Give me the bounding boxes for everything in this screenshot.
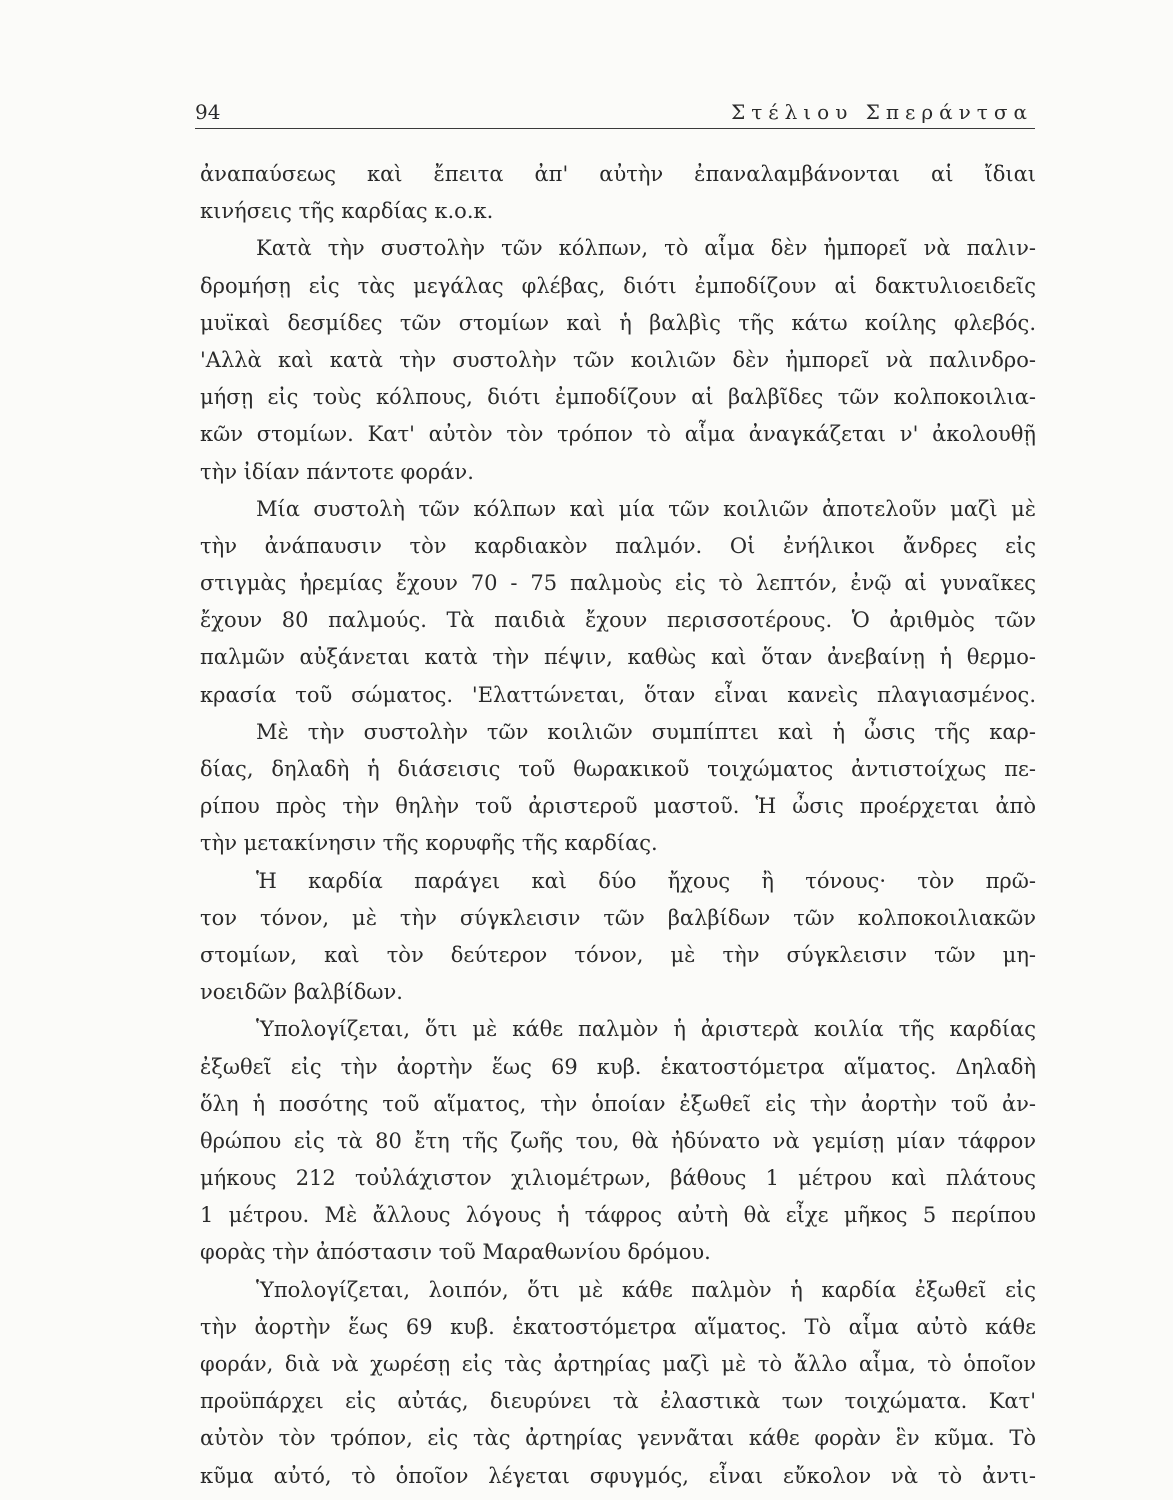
text-line: μήκους 212 τοὐλάχιστον χιλιομέτρων, βάθους 1 μέτρου καὶ πλάτους [200,1166,1036,1191]
text-line: κρασία τοῦ σώματος. 'Ελαττώνεται, ὅταν εἶναι κανεὶς πλαγιασμένος. [200,682,1036,707]
text-line: προϋπάρχει εἰς αὐτάς, διευρύνει τὰ ἐλαστικὰ των τοιχώματα. Κατ' [200,1389,1036,1414]
text-line: νοειδῶν βαλβίδων. [200,980,403,1005]
text-line: θρώπου εἰς τὰ 80 ἔτη τῆς ζωῆς του, θὰ ἠδύνατο νὰ γεμίσῃ μίαν τάφρον [200,1128,1036,1153]
text-line: τὴν ἀνάπαυσιν τὸν καρδιακὸν παλμόν. Οἱ ἐνήλικοι ἄνδρες εἰς [200,533,1036,558]
text-line: ὅλη ἡ ποσότης τοῦ αἵματος, τὴν ὁποίαν ἐξωθεῖ εἰς τὴν ἀορτὴν τοῦ ἀν- [200,1091,1036,1116]
text-line: 'Αλλὰ καὶ κατὰ τὴν συστολὴν τῶν κοιλιῶν δὲν ἠμπορεῖ νὰ παλινδρο- [200,347,1036,372]
text-line: δίας, δηλαδὴ ἡ διάσεισις τοῦ θωρακικοῦ τοιχώματος ἀντιστοίχως πε- [200,757,1036,781]
text-line: μήσῃ εἰς τοὺς κόλπους, διότι ἐμποδίζουν αἱ βαλβῖδες τῶν κολποκοιλια- [200,385,1036,410]
text-line: ἔχουν 80 παλμούς. Τὰ παιδιὰ ἔχουν περισσοτέρους. Ὁ ἀριθμὸς τῶν [200,608,1036,633]
text-line: Κατὰ τὴν συστολὴν τῶν κόλπων, τὸ αἷμα δὲν ἠμπορεῖ νὰ παλιν- [256,236,1036,261]
text-line: φοράν, διὰ νὰ χωρέσῃ εἰς τὰς ἀρτηρίας μαζὶ μὲ τὸ ἄλλο αἷμα, τὸ ὁποῖον [200,1352,1036,1376]
text-line: κινήσεις τῆς καρδίας κ.ο.κ. [200,199,494,224]
text-line: στομίων, καὶ τὸν δεύτερον τόνον, μὲ τὴν σύγκλεισιν τῶν μη- [200,942,1036,967]
text-line: Μὲ τὴν συστολὴν τῶν κοιλιῶν συμπίπτει καὶ ἡ ὦσις τῆς καρ- [256,719,1036,744]
body-text [200,156,1036,1495]
text-line: τὴν ἰδίαν πάντοτε φοράν. [200,459,474,484]
header-rule [195,128,1035,129]
text-line: 1 μέτρου. Μὲ ἄλλους λόγους ἡ τάφρος αὐτὴ θὰ εἶχε μῆκος 5 περίπου [200,1203,1036,1228]
text-line: κῶν στομίων. Κατ' αὐτὸν τὸν τρόπον τὸ αἷμα ἀναγκάζεται ν' ἀκολουθῇ [200,422,1036,447]
text-line: κῦμα αὐτό, τὸ ὁποῖον λέγεται σφυγμός, εἶναι εὔκολον νὰ τὸ ἀντι- [200,1463,1036,1488]
text-line: τον τόνον, μὲ τὴν σύγκλεισιν τῶν βαλβίδων τῶν κολποκοιλιακῶν [200,905,1036,930]
text-line: μυϊκαὶ δεσμίδες τῶν στομίων καὶ ἡ βαλβὶς τῆς κάτω κοίλης φλεβός. [200,310,1036,335]
text-line: Ὑπολογίζεται, ὅτι μὲ κάθε παλμὸν ἡ ἀριστερὰ κοιλία τῆς καρδίας [256,1017,1036,1042]
running-title: Στέλιου Σπεράντσα [731,100,1033,124]
text-line: τὴν ἀορτὴν ἕως 69 κυβ. ἑκατοστόμετρα αἵματος. Τὸ αἷμα αὐτὸ κάθε [200,1314,1036,1339]
text-line: αὐτὸν τὸν τρόπον, εἰς τὰς ἀρτηρίας γεννᾶται κάθε φορὰν ἓν κῦμα. Τὸ [200,1426,1036,1451]
text-line: τὴν μετακίνησιν τῆς κορυφῆς τῆς καρδίας. [200,831,658,856]
text-line: Ὑπολογίζεται, λοιπόν, ὅτι μὲ κάθε παλμὸν ἡ καρδία ἐξωθεῖ εἰς [256,1277,1036,1302]
text-line: δρομήσῃ εἰς τὰς μεγάλας φλέβας, διότι ἐμποδίζουν αἱ δακτυλιοειδεῖς [200,273,1036,298]
text-line: ἀναπαύσεως καὶ ἔπειτα ἀπ' αὐτὴν ἐπαναλαμβάνονται αἱ ἴδιαι [200,162,1036,186]
text-line: παλμῶν αὐξάνεται κατὰ τὴν πέψιν, καθὼς καὶ ὅταν ἀνεβαίνῃ ἡ θερμο- [200,645,1036,670]
page-number: 94 [195,100,221,124]
text-line: στιγμὰς ἠρεμίας ἔχουν 70 - 75 παλμοὺς εἰς τὸ λεπτόν, ἐνῷ αἱ γυναῖκες [200,571,1036,596]
text-line: ἐξωθεῖ εἰς τὴν ἀορτὴν ἕως 69 κυβ. ἑκατοστόμετρα αἵματος. Δηλαδὴ [200,1054,1036,1079]
running-header [195,98,1033,128]
text-line: Ἡ καρδία παράγει καὶ δύο ἤχους ἢ τόνους· τὸν πρῶ- [256,868,1036,893]
text-line: φορὰς τὴν ἀπόστασιν τοῦ Μαραθωνίου δρόμου. [200,1240,711,1265]
text-line: Μία συστολὴ τῶν κόλπων καὶ μία τῶν κοιλιῶν ἀποτελοῦν μαζὶ μὲ [256,496,1036,521]
text-line: ρίπου πρὸς τὴν θηλὴν τοῦ ἀριστεροῦ μαστοῦ. Ἡ ὦσις προέρχεται ἀπὸ [200,794,1036,819]
